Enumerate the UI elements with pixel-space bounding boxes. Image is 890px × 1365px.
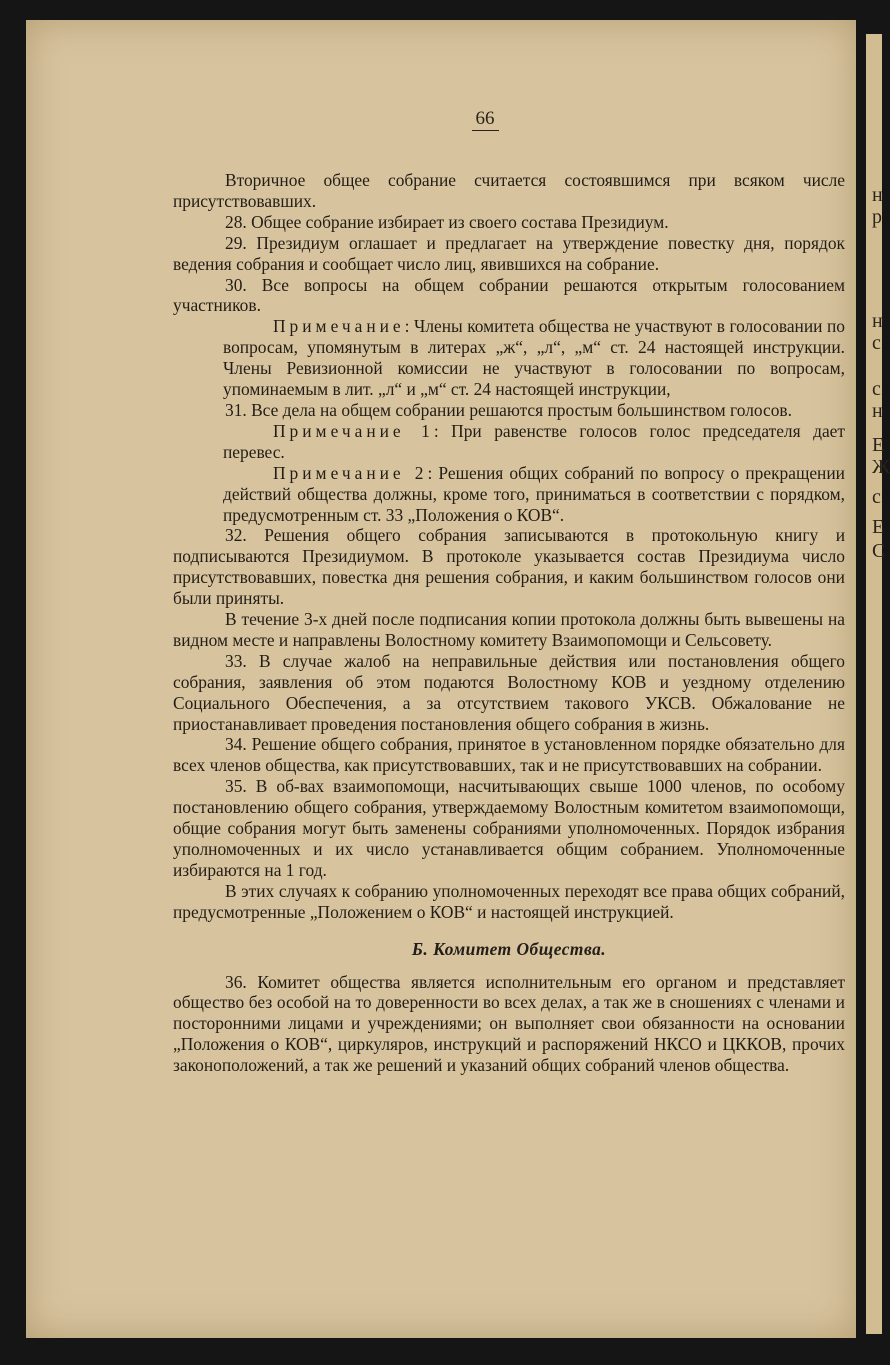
- paragraph-31: 31. Все дела на общем собрании решаются простым большинством голосов.: [225, 399, 792, 420]
- adjacent-page-edge: [866, 34, 890, 1334]
- note-lead: Примечание 2: [273, 462, 428, 483]
- paragraph-35-cont: В этих случаях к собранию уполномоченных переходят все права общих собраний, предусмотренные „Положением о КОВ“ и настоящей инструкцией.: [173, 880, 845, 922]
- adjacent-glyph: с: [872, 486, 881, 508]
- paragraph-35: 35. В об-вах взаимопомощи, насчитывающих свыше 1000 членов, по особому постановлению общего собрания, утверждаемому Волостным комитетом взаимопомощи, общие собрания могут быть заменены собраниями уполномоченных. Порядок избрания уполномоченных и их число устанавливается общим собранием. Уполномоченные избираются на 1 год.: [173, 776, 845, 880]
- paragraph-34: 34. Решение общего собрания, принятое в установленном порядке обязательно для всех членов общества, как присутствовавших, так и не присутствовавших на собрании.: [173, 734, 845, 776]
- paragraph: Вторичное общее собрание считается состоявшимся при всяком числе присутствовавших.: [173, 170, 845, 211]
- paragraph-30: 30. Все вопросы на общем собрании решаются открытым голосованием участников.: [173, 274, 845, 316]
- note-2: [223, 463, 845, 526]
- adjacent-glyph: Е: [872, 434, 885, 456]
- document-page: [26, 20, 856, 1338]
- adjacent-glyph: н: [872, 184, 883, 206]
- adjacent-glyph: С: [872, 540, 886, 562]
- paragraph-32-cont: В течение 3-х дней после подписания копии протокола должны быть вывешены на видном месте и направлены Волостному комитету Взаимопомощи и Сельсовету.: [173, 609, 845, 650]
- adjacent-glyph: Ж: [872, 456, 890, 478]
- page-number: [26, 108, 856, 130]
- paragraph-28: 28. Общее собрание избирает из своего состава Президиум.: [225, 211, 669, 232]
- adjacent-glyph: н: [872, 310, 883, 332]
- note-lead: Примечание 1: [273, 420, 434, 441]
- adjacent-glyph: н: [872, 400, 883, 422]
- body-text: [173, 170, 845, 1076]
- paragraph-36: 36. Комитет общества является исполнительным его органом и представляет общество без особой на то доверенности во всех делах, а так же в сношениях с членами и посторонними лицами и учреждениями; он выполняет свои обязанности на основании „Положения о КОВ“, циркуляров, инструкций и распоряжений НКСО и ЦККОВ, прочих законоположений, а так же решений и указаний общих собраний членов общества.: [173, 971, 845, 1076]
- note-1: [223, 421, 845, 463]
- adjacent-glyph: Е: [872, 516, 885, 538]
- note-text: : Решения общих собраний по вопросу о прекращении действий общества должны, кроме того, приниматься в соответствии с порядком, предусмотренным ст. 33 „Положения о КОВ“.: [223, 462, 845, 525]
- page-number-text: 66: [472, 108, 499, 131]
- paragraph-29: 29. Президиум оглашает и предлагает на утверждение повестку дня, порядок ведения собрания и сообщает число лиц, явившихся на собрание.: [173, 232, 845, 274]
- section-heading: Б. Комитет Общества.: [411, 938, 607, 959]
- adjacent-glyph: р: [872, 206, 882, 228]
- adjacent-glyph: с: [872, 378, 881, 400]
- note-lead: Примечание: [273, 316, 405, 337]
- note-text: : При равенстве голосов голос председателя дает перевес.: [223, 420, 845, 462]
- paragraph-33: 33. В случае жалоб на неправильные действия или постановления общего собрания, заявления об этом подаются Волостному КОВ и уездному отделению Социального Обеспечения, а за отсутствием такового УКСВ. Обжалование не приостанавливает проведения постановления общего собрания в жизнь.: [173, 650, 845, 734]
- adjacent-glyph: с: [872, 332, 881, 354]
- paragraph-32: 32. Решения общего собрания записываются в протокольную книгу и подписываются Президиумом. В протоколе указывается состав Президиума число присутствовавших, повестка дня решения собрания, и каким большинством голосов они были приняты.: [173, 525, 845, 609]
- note-text: : Члены комитета общества не участвуют в голосовании по вопросам, упомянутым в литерах „ж“, „л“, „м“ ст. 24 настоящей инструкции. Члены Ревизионной комиссии не участвуют в голосовании по вопросам, упоминаемым в лит. „л“ и „м“ ст. 24 настоящей инструкции,: [223, 316, 845, 400]
- note: [223, 316, 845, 400]
